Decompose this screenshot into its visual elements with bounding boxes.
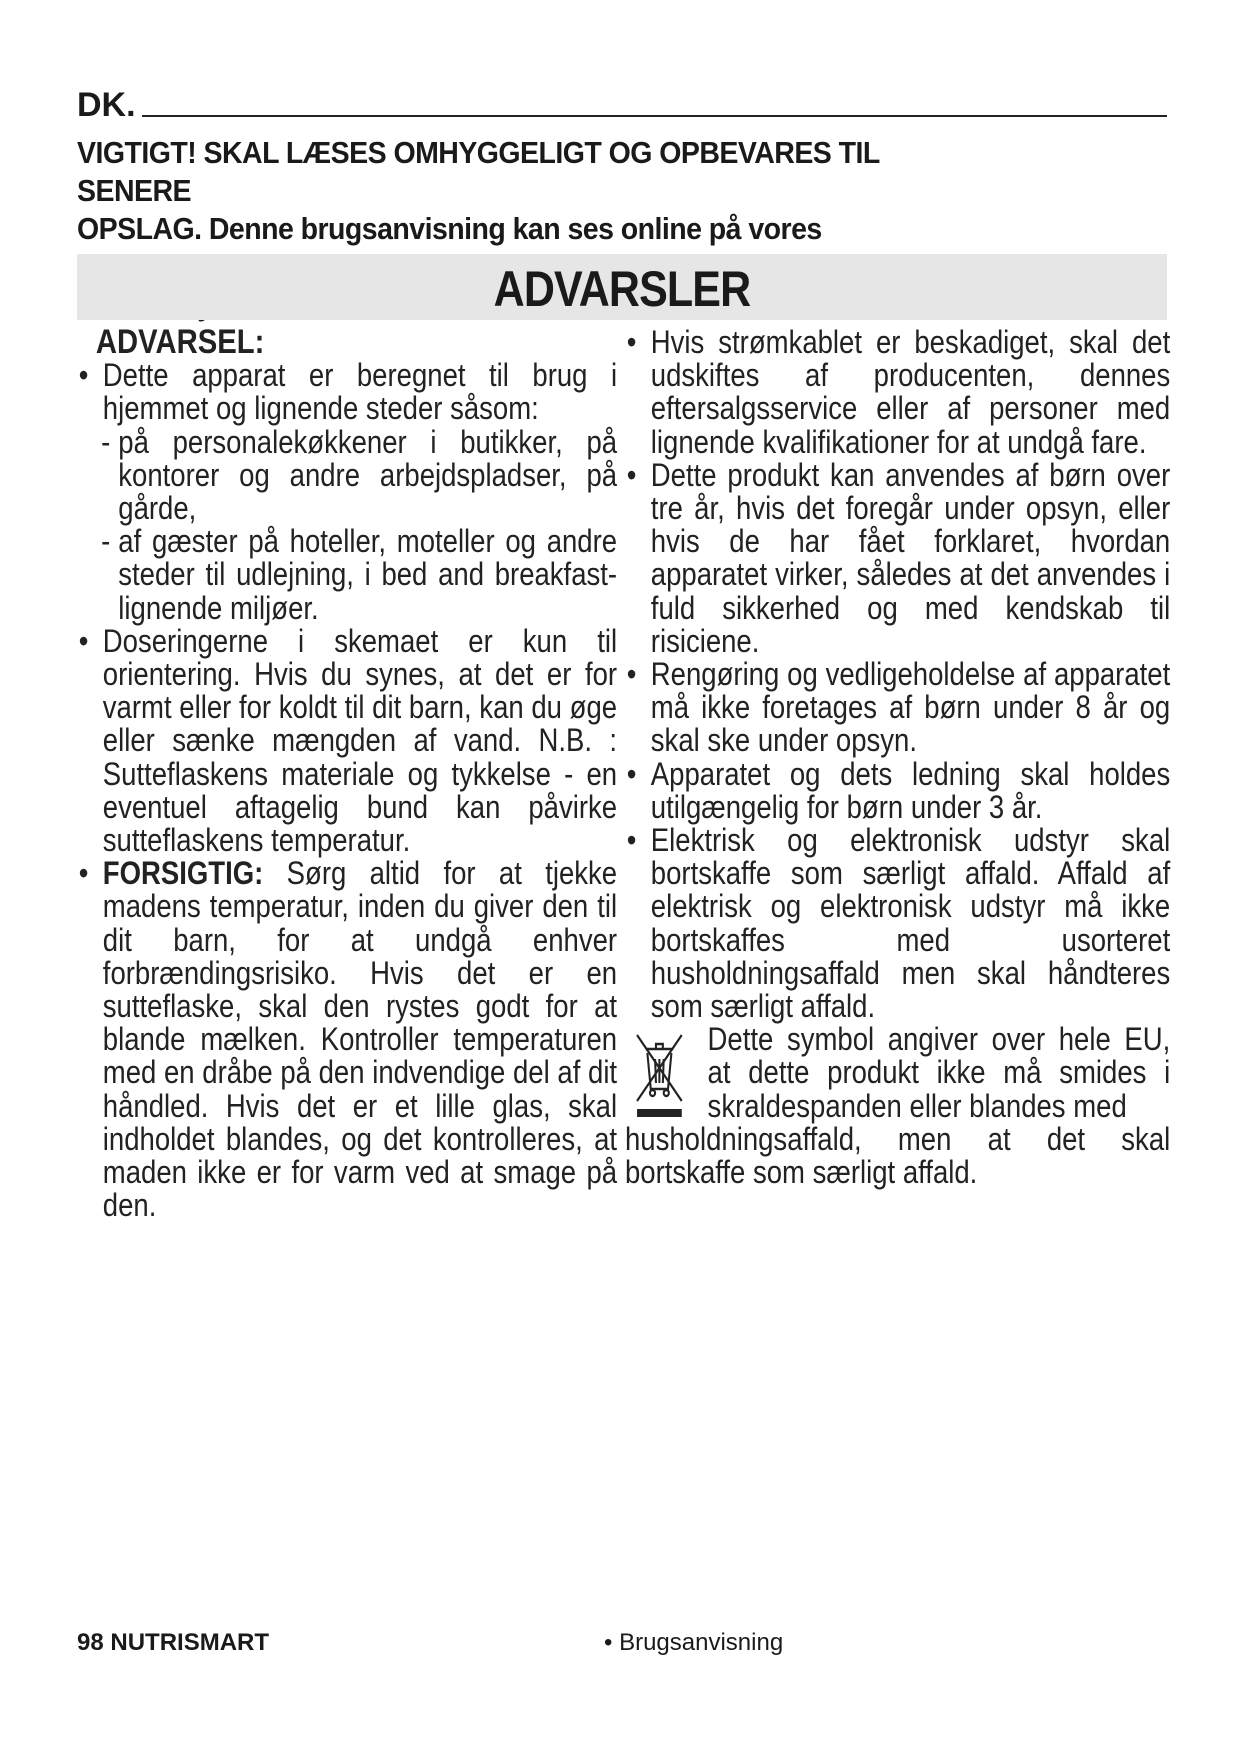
weee-text: Dette symbol angiver over hele EU, at dette produkt ikke må smides i skraldespanden eller blandes med [707,1021,1171,1124]
bullet-cleaning: • Rengøring og vedligeholdelse af apparatet må ikke foretages af børn under 8 år og skal ske under opsyn. [625,658,1170,758]
bullet-dosage-info: • Doseringerne i skemaet er kun til orientering. Hvis du synes, at det er for varmt eller for koldt til dit barn, kan du øge eller sænke mængden af vand. N.B. : Sutteflaskens materiale og tykkelse - en eventuel aftagelig bund kan påvirke sutteflaskens temperatur. [77,625,617,857]
language-header [77,86,1167,122]
left-column [77,323,618,1224]
sub-item-hotel-guests: - af gæster på hoteller, moteller og andre steder til udlejning, i bed and breakfast-lignende miljøer. [77,525,617,625]
bullet-children-supervision: • Dette produkt kan anvendes af børn over tre år, hvis det foregår under opsyn, eller hvis de har fået forklaret, hvordan apparatet virker, således at det anvendes i fuld sikkerhed og med kendskab til risiciene. [625,459,1170,658]
footer-manual-label: • Brugsanvisning [604,1629,784,1656]
page-number-product: 98 NUTRISMART [77,1629,270,1656]
sub-item-staff-kitchens: - på personalekøkkener i butikker, på kontorer og andre arbejdspladser, på gårde, [77,426,617,526]
bullet-electrical-waste: • Elektrisk og elektronisk udstyr skal bortskaffe som særligt affald. Affald af elektrisk og elektronisk udstyr må ikke bortskaffes med usorteret husholdningsaffald men skal håndteres som særligt affald. [625,824,1170,1023]
caution-label: FORSIGTIG: [102,855,264,892]
header-rule [142,115,1167,117]
bullet-caution-temperature [77,857,617,1222]
bullet-household-use: • Dette apparat er beregnet til brug i hjemmet og lignende steder såsom: [77,359,617,425]
section-banner [77,254,1167,320]
section-title: ADVARSLER [493,261,751,317]
bullet-power-cable: • Hvis strømkablet er beskadiget, skal det udskiftes af producenten, dennes eftersalgsservice eller af personer med lignende kvalifikationer for at undgå fare. [625,326,1170,459]
caution-text: Sørg altid for at tjekke madens temperatur, inden du giver den til dit barn, for at undgå enhver forbrændingsrisiko. Hvis det er en sutteflaske, skal den rystes godt for at blande mælken. Kontroller temperaturen med en dråbe på den indvendige del af dit håndled. Hvis det er et lille glas, skal indholdet blandes, og det kontrolleres, at maden ikke er for varm ved at smage på den. [102,855,618,1224]
intro-line-1: VIGTIGT! SKAL LÆSES OMHYGGELIGT OG OPBEVARES TIL SENERE [77,135,880,208]
crossed-bin-icon [634,1027,686,1121]
weee-notice [625,1023,1170,1189]
intro-line-2: OPSLAG. Denne brugsanvisning kan ses online på vores [77,211,822,246]
right-column [625,326,1170,1189]
language-code: DK. [77,86,136,124]
bullet-cord-access: • Apparatet og dets ledning skal holdes utilgængelig for børn under 3 år. [625,758,1170,824]
warning-heading: ADVARSEL: [95,323,265,361]
weee-text-continued: husholdningsaffald, men at det skal bortskaffe som særligt affald. [625,1120,1171,1191]
